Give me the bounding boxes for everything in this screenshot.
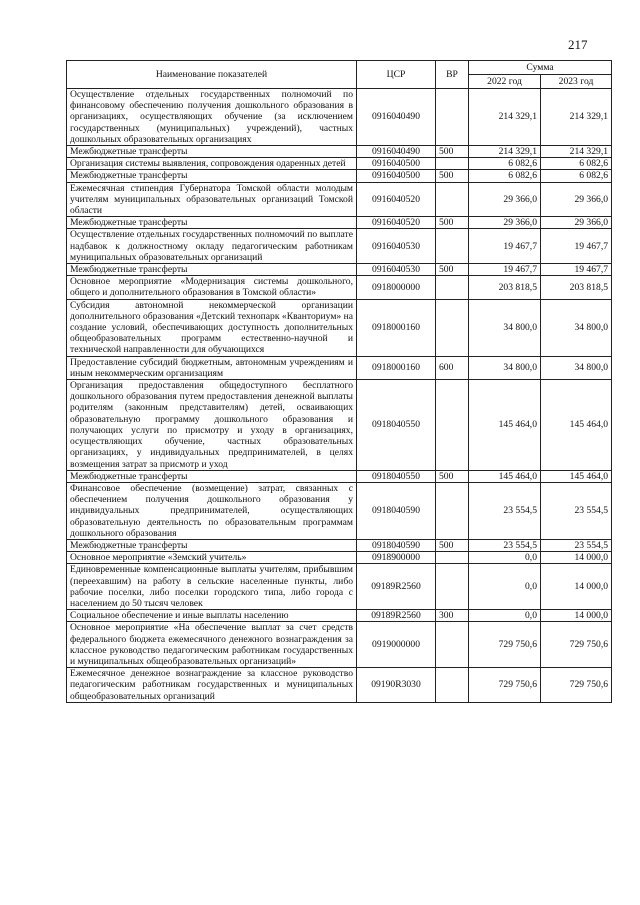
- row-sum-2022: 145 464,0: [469, 380, 541, 471]
- row-sum-2022: 214 329,1: [469, 89, 541, 146]
- row-csr: 0918040590: [357, 539, 436, 551]
- table-row: [67, 158, 612, 170]
- row-name: Межбюджетные трансферты: [67, 146, 357, 158]
- row-vr: 500: [436, 170, 469, 182]
- table-row: [67, 170, 612, 182]
- row-name: Организация предоставления общедоступного бесплатного дошкольного образования путем предоставления денежной выплаты родителям (законным представителям) детей, осваивающих образовательную программу дошкольного образования и получающих услуги по присмотру и уходу в организациях, осуществляющих обучение, частных образовательных организациях, у индивидуальных предпринимателей, в целях возмещения затрат за присмотр и уход: [67, 380, 357, 471]
- row-sum-2023: 29 366,0: [541, 182, 612, 217]
- row-csr: 0918000160: [357, 356, 436, 379]
- row-sum-2023: 34 800,0: [541, 299, 612, 356]
- row-name: Межбюджетные трансферты: [67, 539, 357, 551]
- row-csr: 0918040590: [357, 482, 436, 539]
- row-name: Осуществление отдельных государственных полномочий по выплате надбавок к должностному окладу педагогическим работникам муниципальных образовательных организаций: [67, 229, 357, 264]
- row-name: Межбюджетные трансферты: [67, 470, 357, 482]
- row-vr: [436, 158, 469, 170]
- row-sum-2022: 729 750,6: [469, 668, 541, 703]
- row-name: Субсидия автономной некоммерческой организации дополнительного образования «Детский технопарк «Кванториум» на создание условий, обеспечивающих доступность дополнительных общеобразовательных программ естественно-научной и технической направленности для обучающихся: [67, 299, 357, 356]
- table-row: [67, 380, 612, 471]
- table-row: [67, 668, 612, 703]
- row-sum-2023: 729 750,6: [541, 622, 612, 668]
- header-csr: ЦСР: [357, 61, 436, 89]
- row-csr: 0918000000: [357, 276, 436, 299]
- table-row: [67, 470, 612, 482]
- table-body: [67, 89, 612, 703]
- row-sum-2022: 0,0: [469, 564, 541, 610]
- page-number: 217: [568, 37, 588, 52]
- header-vr: ВР: [436, 61, 469, 89]
- row-vr: [436, 299, 469, 356]
- row-sum-2023: 14 000,0: [541, 552, 612, 564]
- row-sum-2023: 6 082,6: [541, 170, 612, 182]
- row-vr: 300: [436, 610, 469, 622]
- row-sum-2023: 145 464,0: [541, 380, 612, 471]
- row-sum-2022: 19 467,7: [469, 264, 541, 276]
- row-sum-2023: 29 366,0: [541, 217, 612, 229]
- row-sum-2022: 29 366,0: [469, 182, 541, 217]
- row-sum-2022: 214 329,1: [469, 146, 541, 158]
- table-row: [67, 539, 612, 551]
- header-name: Наименование показателей: [67, 61, 357, 89]
- row-sum-2022: 6 082,6: [469, 158, 541, 170]
- row-sum-2023: 729 750,6: [541, 668, 612, 703]
- table-row: [67, 264, 612, 276]
- table-row: [67, 229, 612, 264]
- row-name: Основное мероприятие «Земский учитель»: [67, 552, 357, 564]
- budget-table: [66, 60, 612, 703]
- row-sum-2023: 203 818,5: [541, 276, 612, 299]
- table-row: [67, 622, 612, 668]
- row-sum-2023: 6 082,6: [541, 158, 612, 170]
- row-csr: 0916040500: [357, 158, 436, 170]
- row-name: Межбюджетные трансферты: [67, 217, 357, 229]
- table-row: [67, 564, 612, 610]
- table-row: [67, 89, 612, 146]
- row-vr: [436, 229, 469, 264]
- row-vr: 500: [436, 217, 469, 229]
- row-sum-2023: 214 329,1: [541, 146, 612, 158]
- row-name: Социальное обеспечение и иные выплаты населению: [67, 610, 357, 622]
- row-vr: [436, 482, 469, 539]
- row-sum-2022: 0,0: [469, 552, 541, 564]
- row-csr: 09189R2560: [357, 610, 436, 622]
- header-sum: Сумма: [469, 61, 612, 75]
- row-vr: [436, 564, 469, 610]
- row-vr: 500: [436, 539, 469, 551]
- row-sum-2022: 19 467,7: [469, 229, 541, 264]
- row-vr: 500: [436, 146, 469, 158]
- table-row: [67, 299, 612, 356]
- row-sum-2023: 19 467,7: [541, 264, 612, 276]
- row-name: Предоставление субсидий бюджетным, автономным учреждениям и иным некоммерческим организациям: [67, 356, 357, 379]
- row-csr: 0918900000: [357, 552, 436, 564]
- row-csr: 0918040550: [357, 380, 436, 471]
- row-sum-2023: 14 000,0: [541, 610, 612, 622]
- row-sum-2022: 145 464,0: [469, 470, 541, 482]
- row-csr: 0918040550: [357, 470, 436, 482]
- row-sum-2022: 23 554,5: [469, 539, 541, 551]
- table-row: [67, 610, 612, 622]
- row-sum-2022: 34 800,0: [469, 356, 541, 379]
- row-vr: [436, 380, 469, 471]
- row-name: Финансовое обеспечение (возмещение) затрат, связанных с обеспечением получения дошкольного образования у индивидуальных предпринимателей, осуществляющих образовательную деятельность по образовательным программам дошкольного образования: [67, 482, 357, 539]
- row-sum-2023: 214 329,1: [541, 89, 612, 146]
- table-row: [67, 217, 612, 229]
- row-vr: 600: [436, 356, 469, 379]
- table-row: [67, 482, 612, 539]
- table-header: [67, 61, 612, 89]
- row-csr: 0916040530: [357, 264, 436, 276]
- row-csr: 09189R2560: [357, 564, 436, 610]
- header-year-2022: 2022 год: [469, 75, 541, 89]
- row-sum-2022: 23 554,5: [469, 482, 541, 539]
- row-name: Основное мероприятие «На обеспечение выплат за счет средств федерального бюджета ежемесячного денежного вознаграждения за классное руководство педагогическим работникам государственных и муниципальных общеобразовательных организаций»: [67, 622, 357, 668]
- row-sum-2022: 0,0: [469, 610, 541, 622]
- row-vr: [436, 552, 469, 564]
- table-row: [67, 146, 612, 158]
- row-sum-2022: 34 800,0: [469, 299, 541, 356]
- row-name: Основное мероприятие «Модернизация системы дошкольного, общего и дополнительного образования в Томской области»: [67, 276, 357, 299]
- row-csr: 0919000000: [357, 622, 436, 668]
- row-vr: [436, 182, 469, 217]
- row-csr: 09190R3030: [357, 668, 436, 703]
- row-vr: [436, 89, 469, 146]
- row-vr: [436, 668, 469, 703]
- row-vr: [436, 622, 469, 668]
- row-name: Организация системы выявления, сопровождения одаренных детей: [67, 158, 357, 170]
- row-name: Осуществление отдельных государственных полномочий по финансовому обеспечению получения дошкольного образования в организациях, осуществляющих обучение (за исключением государственных (муниципальных) учреждений), частных дошкольных образовательных организациях: [67, 89, 357, 146]
- row-vr: 500: [436, 264, 469, 276]
- table-row: [67, 182, 612, 217]
- table-row: [67, 356, 612, 379]
- row-sum-2022: 6 082,6: [469, 170, 541, 182]
- row-csr: 0916040520: [357, 182, 436, 217]
- row-name: Единовременные компенсационные выплаты учителям, прибывшим (переехавшим) на работу в сельские населенные пункты, либо рабочие поселки, либо поселки городского типа, либо города с населением до 50 тысяч человек: [67, 564, 357, 610]
- row-sum-2022: 29 366,0: [469, 217, 541, 229]
- row-name: Межбюджетные трансферты: [67, 170, 357, 182]
- row-name: Ежемесячное денежное вознаграждение за классное руководство педагогическим работникам государственных и муниципальных общеобразовательных организаций: [67, 668, 357, 703]
- row-csr: 0916040500: [357, 170, 436, 182]
- row-vr: [436, 276, 469, 299]
- row-csr: 0916040520: [357, 217, 436, 229]
- row-sum-2022: 203 818,5: [469, 276, 541, 299]
- row-csr: 0916040490: [357, 89, 436, 146]
- table-row: [67, 276, 612, 299]
- row-csr: 0916040530: [357, 229, 436, 264]
- row-sum-2023: 145 464,0: [541, 470, 612, 482]
- row-sum-2023: 19 467,7: [541, 229, 612, 264]
- row-sum-2023: 34 800,0: [541, 356, 612, 379]
- row-csr: 0918000160: [357, 299, 436, 356]
- table-row: [67, 552, 612, 564]
- row-sum-2022: 729 750,6: [469, 622, 541, 668]
- row-sum-2023: 23 554,5: [541, 482, 612, 539]
- row-sum-2023: 23 554,5: [541, 539, 612, 551]
- header-year-2023: 2023 год: [541, 75, 612, 89]
- row-vr: 500: [436, 470, 469, 482]
- row-name: Ежемесячная стипендия Губернатора Томской области молодым учителям муниципальных образовательных организаций Томской области: [67, 182, 357, 217]
- row-csr: 0916040490: [357, 146, 436, 158]
- row-name: Межбюджетные трансферты: [67, 264, 357, 276]
- row-sum-2023: 14 000,0: [541, 564, 612, 610]
